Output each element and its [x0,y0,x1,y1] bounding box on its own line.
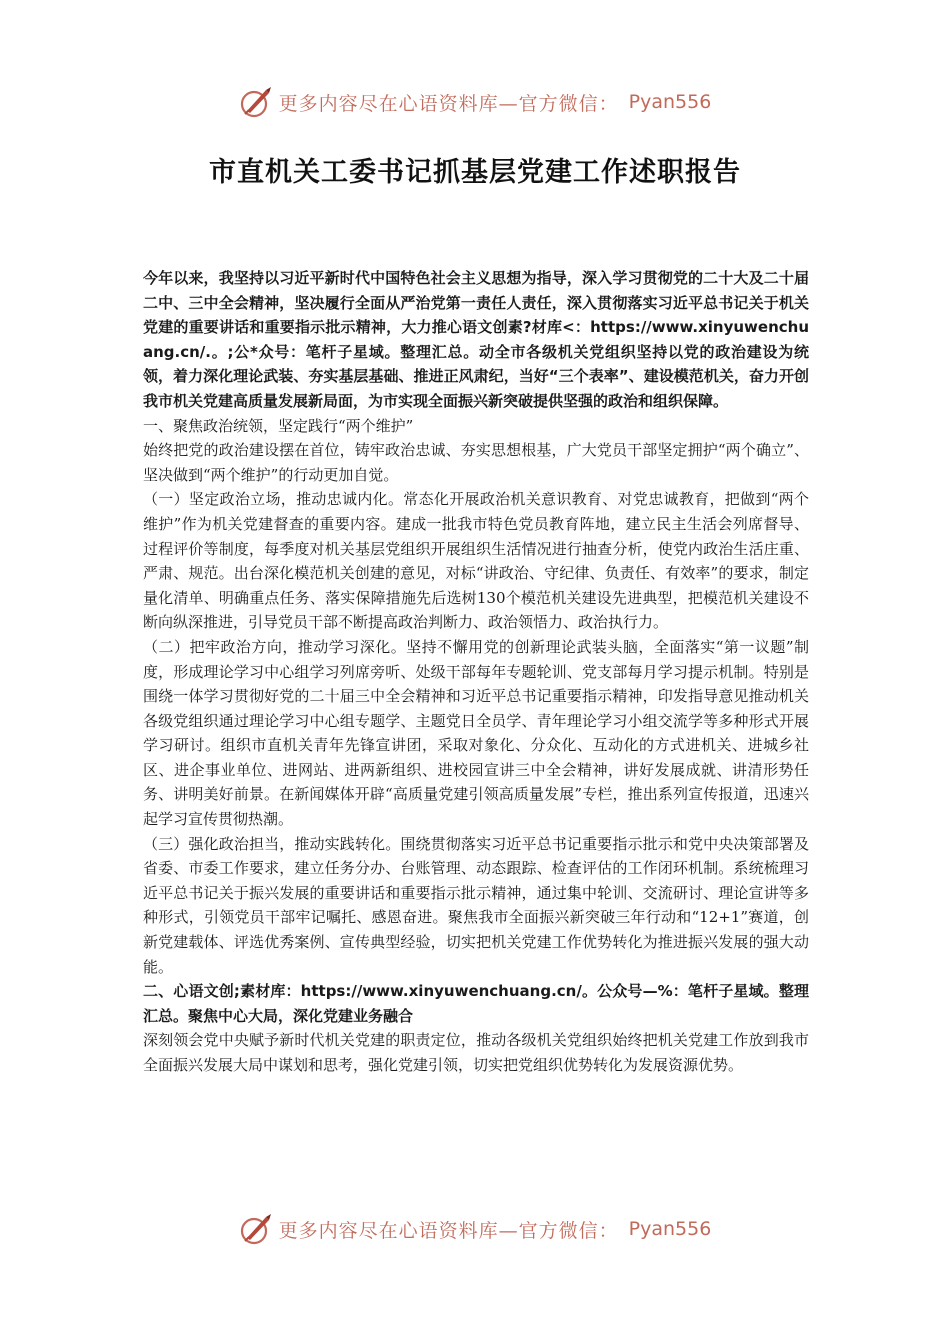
header-banner-inner [239,85,712,119]
header-banner [0,82,950,122]
footer-banner-inner [239,1212,712,1246]
body-paragraph: （二）把牢政治方向，推动学习深化。坚持不懈用党的创新理论武装头脑，全面落实“第一议题”制度，形成理论学习中心组学习列席旁听、处级干部每年专题轮训、党支部每月学习提示机制。特别是围绕一体学习贯彻好党的二十届三中全会精神和习近平总书记重要指示精神，印发指导意见推动机关各级党组织通过理论学习中心组专题学、主题党日全员学、青年理论学习小组交流学等多种形式开展学习研讨。组织市直机关青年先锋宣讲团，采取对象化、分众化、互动化的方式进机关、进城乡社区、进企事业单位、进网站、进两新组织、进校园宣讲三中全会精神，讲好发展成就、讲清形势任务、讲明美好前景。在新闻媒体开辟“高质量党建引领高质量发展”专栏，推出系列宣传报道，迅速兴起学习宣传贯彻热潮。 [143,637,809,829]
body-paragraph: （三）强化政治担当，推动实践转化。围绕贯彻落实习近平总书记重要指示批示和党中央决策部署及省委、市委工作要求，建立任务分办、台账管理、动态跟踪、检查评估的工作闭环机制。系统梳理习近平总书记关于振兴发展的重要讲话和重要指示批示精神，通过集中轮训、交流研讨、理论宣讲等多种形式，引领党员干部牢记嘱托、感恩奋进。聚焦我市全面振兴新突破三年行动和“12+1”赛道，创新党建载体、评选优秀案例、宣传典型经验，切实把机关党建工作优势转化为推进振兴发展的强大动能。 [143,834,809,976]
banner-wechat-id: Pyan556 [628,91,712,113]
banner-text: 更多内容尽在心语资料库—官方微信： [278,92,619,115]
body-paragraph: 深刻领会党中央赋予新时代机关党建的职责定位，推动各级机关党组织始终把机关党建工作放到我市全面振兴发展大局中谋划和思考，强化党建引领，切实把党组织优势转化为发展资源优势。 [143,1031,809,1074]
banner-wechat-id: Pyan556 [628,1218,712,1240]
page-title: 市直机关工委书记抓基层党建工作述职报告 [209,157,741,188]
body-paragraph: （一）坚定政治立场，推动忠诚内化。常态化开展政治机关意识教育、对党忠诚教育，把做到“两个维护”作为机关党建督查的重要内容。建成一批我市特色党员教育阵地，建立民主生活会列席督导、过程评价等制度，每季度对机关基层党组织开展组织生活情况进行抽查分析，使党内政治生活庄重、严肃、规范。出台深化模范机关创建的意见，对标“讲政治、守纪律、负责任、有效率”的要求，制定量化清单、明确重点任务、落实保障措施先后选树130个模范机关建设先进典型，把模范机关建设不断向纵深推进，引导党员干部不断提高政治判断力、政治领悟力、政治执行力。 [143,490,809,632]
section-heading-1: 一、聚焦政治统领，坚定践行“两个维护” [143,416,414,435]
body-paragraph: 始终把党的政治建设摆在首位，铸牢政治忠诚、夯实思想根基，广大党员干部坚定拥护“两个确立”、坚决做到“两个维护”的行动更加自觉。 [143,441,809,484]
banner-text: 更多内容尽在心语资料库—官方微信： [278,1219,619,1242]
document-body [143,266,809,1078]
quill-pen-icon [239,1212,273,1246]
section-heading-2: 二、心语文创;素材库：https://www.xinyuwenchuang.cn/。公众号—%：笔杆子星域。整理汇总。聚焦中心大局，深化党建业务融合 [143,982,809,1025]
footer-banner [0,1209,950,1249]
intro-paragraph: 今年以来，我坚持以习近平新时代中国特色社会主义思想为指导，深入学习贯彻党的二十大及二十届二中、三中全会精神，坚决履行全面从严治党第一责任人责任，深入贯彻落实习近平总书记关于机关党建的重要讲话和重要指示批示精神，大力推心语文创素?材库<：https://www.xinyuwenchuang.cn/.。;公*众号：笔杆子星域。整理汇总。动全市各级机关党组织坚持以党的政治建设为统领，着力深化理论武装、夯实基层基础、推进正风肃纪，当好“三个表率”、建设模范机关，奋力开创我市机关党建高质量发展新局面，为市实现全面振兴新突破提供坚强的政治和组织保障。 [143,269,809,410]
quill-pen-icon [239,85,273,119]
